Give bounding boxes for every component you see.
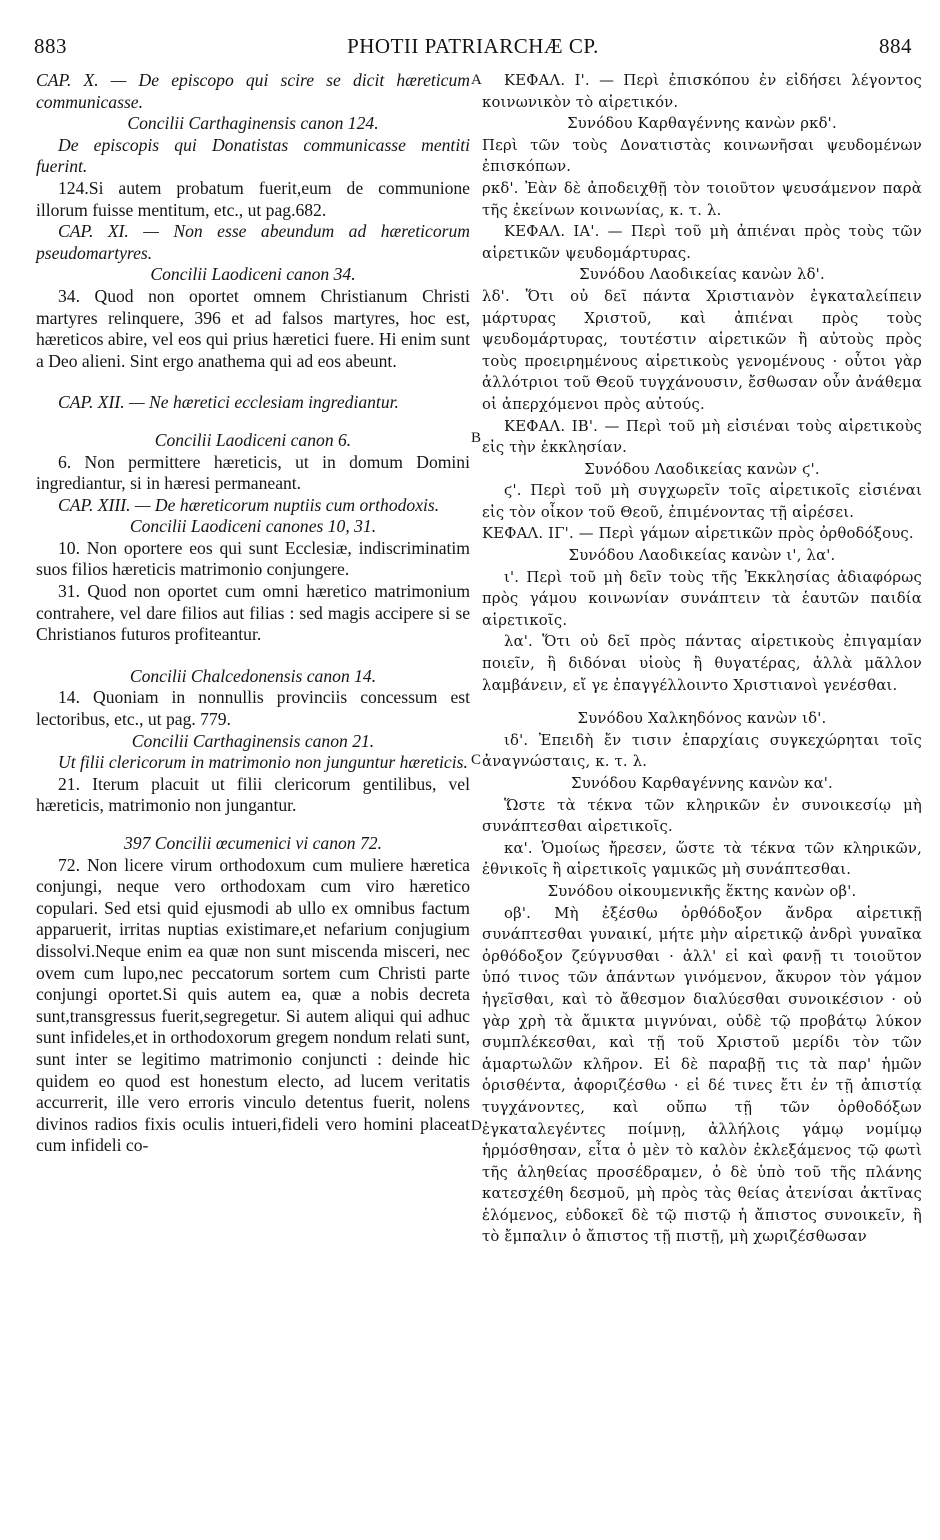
- margin-letter-d: D: [471, 1118, 482, 1134]
- latin-paragraph: Concilii Laodiceni canon 6.: [154, 429, 352, 450]
- greek-paragraph: ΚΕΦΑΛ. ΙΑ'. — Περὶ τοῦ μὴ ἀπιέναι πρὸς τοὺς τῶν αἱρετικῶν ψευδομάρτυρας.: [482, 223, 922, 262]
- greek-paragraph: ΚΕΦΑΛ. Ι'. — Περὶ ἐπισκόπου ἐν εἰδήσει λέγοντος κοινωνικὸν τὸ αἱρετικόν.: [482, 72, 922, 111]
- greek-paragraph: Συνόδου Χαλκηδόνος κανὼν ιδ'.: [577, 710, 827, 728]
- margin-letter-b: B: [471, 430, 482, 446]
- latin-paragraph: Ut filii clericorum in matrimonio non junguntur hæreticis.: [58, 752, 468, 773]
- latin-paragraph: 6. Non permittere hæreticis, ut in domum Domini ingrediantur, si in hæresi permaneant.: [36, 451, 470, 494]
- margin-letter-a: A: [471, 72, 482, 88]
- greek-paragraph: Συνόδου οἰκουμενικῆς ἕκτης κανὼν οβ'.: [547, 882, 857, 900]
- latin-paragraph: CAP. XII. — Ne hæretici ecclesiam ingrediantur.: [58, 392, 399, 413]
- greek-paragraph: Συνόδου Λαοδικείας κανὼν ϛ'.: [584, 460, 820, 478]
- latin-paragraph: Concilii Carthaginensis canon 21.: [131, 730, 375, 751]
- latin-paragraph: 21. Iterum placuit ut filii clericorum gentilibus, vel hæreticis, matrimonio non jungantur.: [36, 773, 470, 816]
- spacer: [36, 414, 470, 430]
- greek-paragraph: Ὥστε τὰ τέκνα τῶν κληρικῶν ἐν συνοικεσίῳ μὴ συνάπτεσθαι αἱρετικοῖς.: [482, 796, 922, 836]
- greek-paragraph: Συνόδου Λαοδικείας κανὼν ι', λα'.: [568, 547, 836, 565]
- spacer: [36, 372, 470, 392]
- latin-paragraph: 10. Non oportere eos qui sunt Ecclesiæ, indiscriminatim suos filios hæreticis matrimonio conjungere.: [36, 537, 470, 580]
- latin-paragraph: CAP. X. — De episcopo qui scire se dicit hæreticum communicasse.: [36, 70, 470, 112]
- greek-paragraph: Συνόδου Καρθαγέννης κανὼν ρκδ'.: [567, 115, 837, 133]
- latin-paragraph: 124.Si autem probatum fuerit,eum de communione illorum fuisse mentitum, etc., ut pag.682.: [36, 177, 470, 220]
- greek-paragraph: Συνόδου Καρθαγέννης κανὼν κα'.: [571, 775, 833, 792]
- spacer: [36, 817, 470, 833]
- latin-paragraph: 397 Concilii œcumenici vi canon 72.: [124, 833, 382, 853]
- margin-letter-c: C: [471, 752, 482, 768]
- spacer: [482, 696, 922, 708]
- greek-paragraph: ρκδ'. Ἐὰν δὲ ἀποδειχθῇ τὸν τοιοῦτον ψευσάμενον παρὰ τῆς ἐκείνων κοινωνίας, κ. τ. λ.: [482, 179, 922, 219]
- greek-paragraph: Συνόδου Λαοδικείας κανὼν λδ'.: [579, 266, 825, 284]
- spacer: [36, 646, 470, 666]
- latin-paragraph: Concilii Laodiceni canones 10, 31.: [129, 516, 377, 537]
- latin-paragraph: CAP. XIII. — De hæreticorum nuptiis cum orthodoxis.: [58, 494, 440, 515]
- greek-paragraph: Περὶ τῶν τοὺς Δονατιστὰς κοινωνῆσαι ψευδομένων ἐπισκόπων.: [482, 136, 922, 176]
- latin-paragraph: Concilii Carthaginensis canon 124.: [127, 113, 379, 134]
- latin-paragraph: Concilii Laodiceni canon 34.: [150, 264, 356, 285]
- greek-paragraph: ΚΕΦΑΛ. ΙΒ'. — Περὶ τοῦ μὴ εἰσιέναι τοὺς αἱρετικοὺς εἰς τὴν ἐκκλησίαν.: [482, 417, 922, 457]
- right-page-number: 884: [879, 34, 912, 58]
- latin-paragraph: 72. Non licere virum orthodoxum cum muliere hæretica conjungi, neque vero orthodoxam cum viro hæretico copulari. Sed etsi quid ejusmodi ab ullo ex omnibus factum apparuerit, irritas nuptias existimare,et nefarium conjugium dissolvi.Neque enim ea quæ non sunt miscenda misceri, nec ovem cum lupo,nec peccatorum sortem cum Christi parte conjungi oportet.Si quis autem ea, quæ a nobis decreta sunt,transgressus fuerit,segregetur. Si autem aliqui qui adhuc sunt infideles,et in orthodoxorum gregem nondum relati sunt, sunt inter se legitimo matrimonio conjuncti : deinde hic quidem eo quod est honestum electo, ad lucem veritatis accurrerit, ille vero erroris vinculo detentus fuerit, nolens divinos radios fixis oculis intueri,fideli vero homini placeat cum infideli co-: [36, 854, 470, 1156]
- latin-paragraph: 34. Quod non oportet omnem Christianum Christi martyres relinquere, 396 et ad falsos martyres, hoc est, hæreticos abire, vel eos qui prius hæretici fuere. Hi enim sunt a Deo alieni. Sint ergo anathema qui ad eos abeunt.: [36, 285, 470, 371]
- greek-paragraph: λα'. Ὅτι οὐ δεῖ πρὸς πάντας αἱρετικοὺς ἐπιγαμίαν ποιεῖν, ἢ διδόναι υἱοὺς ἢ θυγατέρας, ἀλλὰ μᾶλλον λαμβάνειν, εἴ γε ἐπαγγέλλοιντο Χριστιανοὶ γενέσθαι.: [482, 633, 922, 694]
- greek-paragraph: κα'. Ὁμοίως ἤρεσεν, ὥστε τὰ τέκνα τῶν κληρικῶν, ἐθνικοῖς ἢ αἱρετικοῖς γαμικῶς μὴ συνάπτεσθαι.: [482, 839, 922, 879]
- greek-paragraph: ϛ'. Περὶ τοῦ μὴ συγχωρεῖν τοῖς αἱρετικοῖς εἰσιέναι εἰς τὸν οἶκον τοῦ Θεοῦ, ἐπιμένοντας τῇ αἱρέσει.: [482, 482, 922, 521]
- greek-paragraph: ιδ'. Ἐπειδὴ ἔν τισιν ἐπαρχίαις συγκεχώρηται τοῖς ἀναγνώσταις, κ. τ. λ.: [482, 731, 922, 771]
- greek-column: [482, 70, 922, 1248]
- latin-paragraph: Concilii Chalcedonensis canon 14.: [129, 665, 377, 686]
- left-page-number: 883: [34, 34, 67, 58]
- page-header: [34, 34, 912, 64]
- latin-paragraph: CAP. XI. — Non esse abeundum ad hæreticorum pseudomartyres.: [36, 221, 470, 263]
- latin-paragraph: De episcopis qui Donatistas communicasse mentiti fuerint.: [36, 134, 470, 177]
- greek-paragraph: ι'. Περὶ τοῦ μὴ δεῖν τοὺς τῆς Ἐκκλησίας ἀδιαφόρως πρὸς γάμου κοινωνίαν συνάπτειν τὰ ἑαυτῶν παιδία αἱρετικοῖς.: [482, 568, 922, 629]
- greek-paragraph: ΚΕΦΑΛ. ΙΓ'. — Περὶ γάμων αἱρετικῶν πρὸς ὀρθοδόξους.: [482, 525, 914, 543]
- latin-paragraph: 31. Quod non oportet cum omni hæretico matrimonium contrahere, vel dare filios aut filias : sed magis accipere si se Christianos futuros profiteantur.: [36, 581, 470, 645]
- latin-column: [36, 70, 470, 1157]
- running-title: PHOTII PATRIARCHÆ CP.: [347, 34, 599, 58]
- latin-paragraph: 14. Quoniam in nonnullis provinciis concessum est lectoribus, etc., ut pag. 779.: [36, 687, 470, 730]
- greek-paragraph: οβ'. Μὴ ἐξέσθω ὀρθόδοξον ἄνδρα αἱρετικῇ συνάπτεσθαι γυναικί, μήτε μὴν αἱρετικῷ ἀνδρὶ γυναῖκα ὀρθόδοξον ζεύγνυσθαι · ἀλλ' εἰ καὶ φανῇ τι τοιοῦτον ὑπό τινος τῶν ἁπάντων γινόμενον, ἄκυρον τὸν γάμον ἡγεῖσθαι, καὶ τὸ ἄθεσμον διαλύεσθαι συνοικέσιον · οὐ γὰρ χρὴ τὰ ἄμικτα μιγνύναι, οὐδὲ τῷ προβάτῳ λύκον συμπλέκεσθαι, καὶ τῇ τοῦ Χριστοῦ μερίδι τὸν τῶν ἁμαρτωλῶν κλῆρον. Εἰ δὲ παραβῇ τις τὰ παρ' ἡμῶν ὁρισθέντα, ἀφοριζέσθω · εἰ δέ τινες ἔτι ἐν τῇ ἀπιστίᾳ τυγχάνοντες, καὶ οὔπω τῇ τῶν ὀρθοδόξων ἐγκαταλεγέντες ποίμνῃ, ἀλλήλοις γάμῳ νομίμῳ ἡρμόσθησαν, εἶτα ὁ μὲν τὸ καλὸν ἐκλεξάμενος τῷ φωτὶ τῆς ἀληθείας προσέδραμεν, ὁ δὲ ὑπὸ τοῦ τῆς πλάνης κατεσχέθη δεσμοῦ, μὴ πρὸς τὰς θείας ἀτενίσαι ἀκτῖνας ἑλόμενος, εὐδοκεῖ δὲ τῷ πιστῷ ἡ ἄπιστος συνοικεῖν, ἢ τὸ ἔμπαλιν ὁ ἄπιστος τῇ πιστῇ, μὴ χωριζέσθωσαν: [482, 904, 922, 1246]
- greek-paragraph: λδ'. Ὅτι οὐ δεῖ πάντα Χριστιανὸν ἐγκαταλείπειν μάρτυρας Χριστοῦ, καὶ ἀπιέναι πρὸς τοὺς ψευδομάρτυρας, τουτέστιν αἱρετικῶν ἢ αὐτοὺς πρὸς τοὺς προειρημένους αἱρετικοὺς γενομένους · οὗτοι γὰρ ἀλλότριοι τοῦ Θεοῦ τυγχάνουσιν, ἔσθωσαν οὖν ἀνάθεμα οἱ ἀπερχόμενοι πρὸς αὐτούς.: [482, 287, 922, 413]
